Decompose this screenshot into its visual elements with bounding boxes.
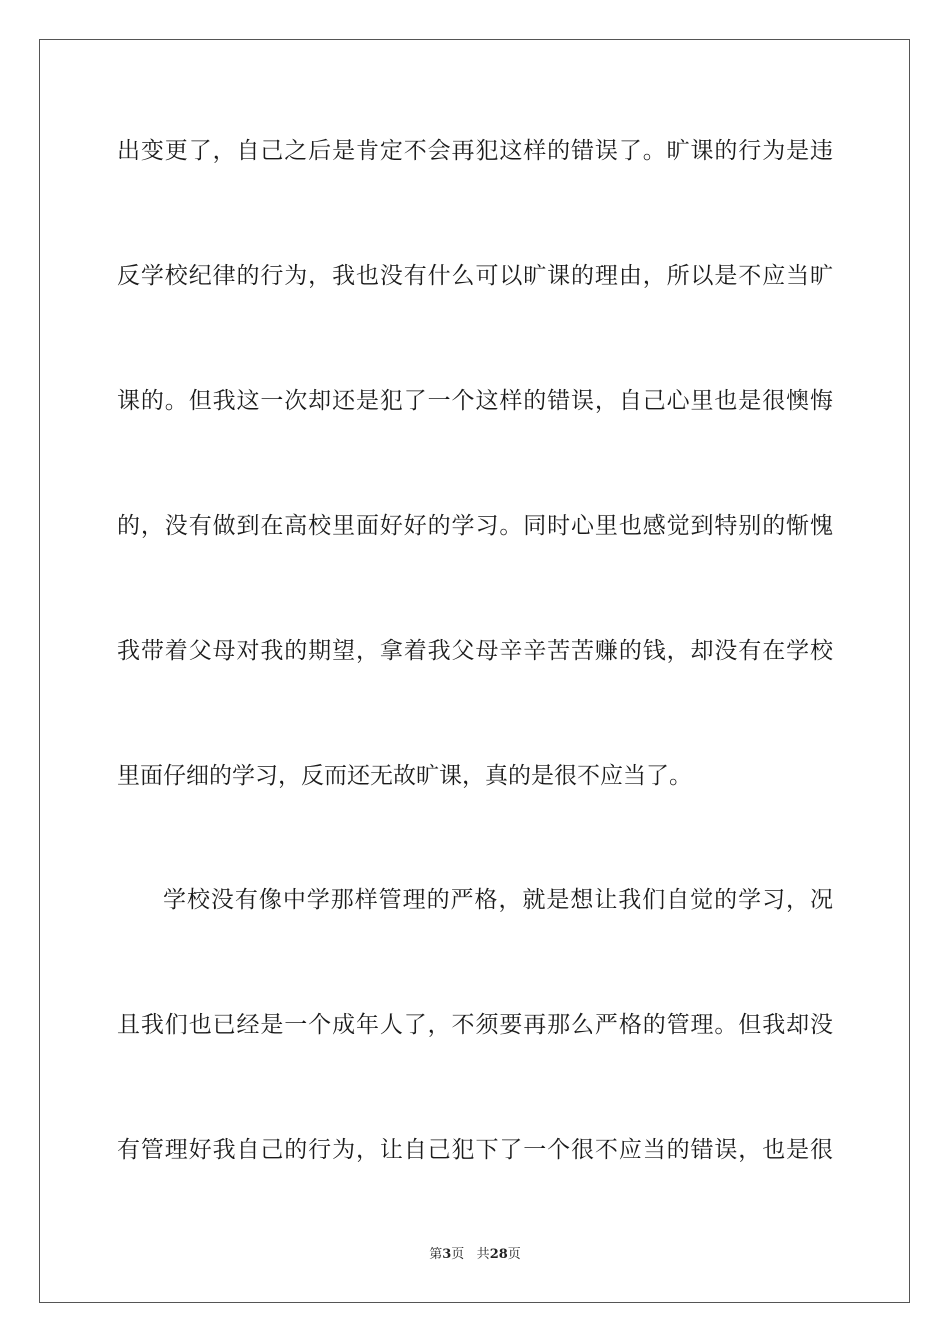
- page-suffix: 页: [451, 1247, 465, 1262]
- paragraph-line: 反学校纪律的行为，我也没有什么可以旷课的理由，所以是不应当旷: [117, 263, 833, 289]
- paragraph-line: 且我们也已经是一个成年人了，不须要再那么严格的管理。但我却没: [117, 1012, 833, 1038]
- page-prefix: 第: [429, 1247, 443, 1262]
- total-prefix: 共: [476, 1247, 490, 1262]
- page-border: [39, 39, 910, 1303]
- page-footer: [0, 1246, 950, 1264]
- paragraph-line: 学校没有像中学那样管理的严格，就是想让我们自觉的学习，况: [163, 887, 833, 913]
- paragraph-line: 出变更了，自己之后是肯定不会再犯这样的错误了。旷课的行为是违: [117, 138, 833, 164]
- paragraph-line: 课的。但我这一次却还是犯了一个这样的错误，自己心里也是很懊悔: [117, 388, 833, 414]
- paragraph-line: 有管理好我自己的行为，让自己犯下了一个很不应当的错误，也是很: [117, 1137, 833, 1163]
- total-suffix: 页: [507, 1247, 521, 1262]
- paragraph-line: 我带着父母对我的期望，拿着我父母辛辛苦苦赚的钱，却没有在学校: [117, 638, 833, 664]
- page-number: 3: [442, 1247, 452, 1262]
- total-pages: 28: [489, 1247, 508, 1262]
- paragraph-line: 的，没有做到在高校里面好好的学习。同时心里也感觉到特别的惭愧: [117, 513, 833, 539]
- paragraph-line: 里面仔细的学习，反而还无故旷课，真的是很不应当了。: [117, 763, 692, 789]
